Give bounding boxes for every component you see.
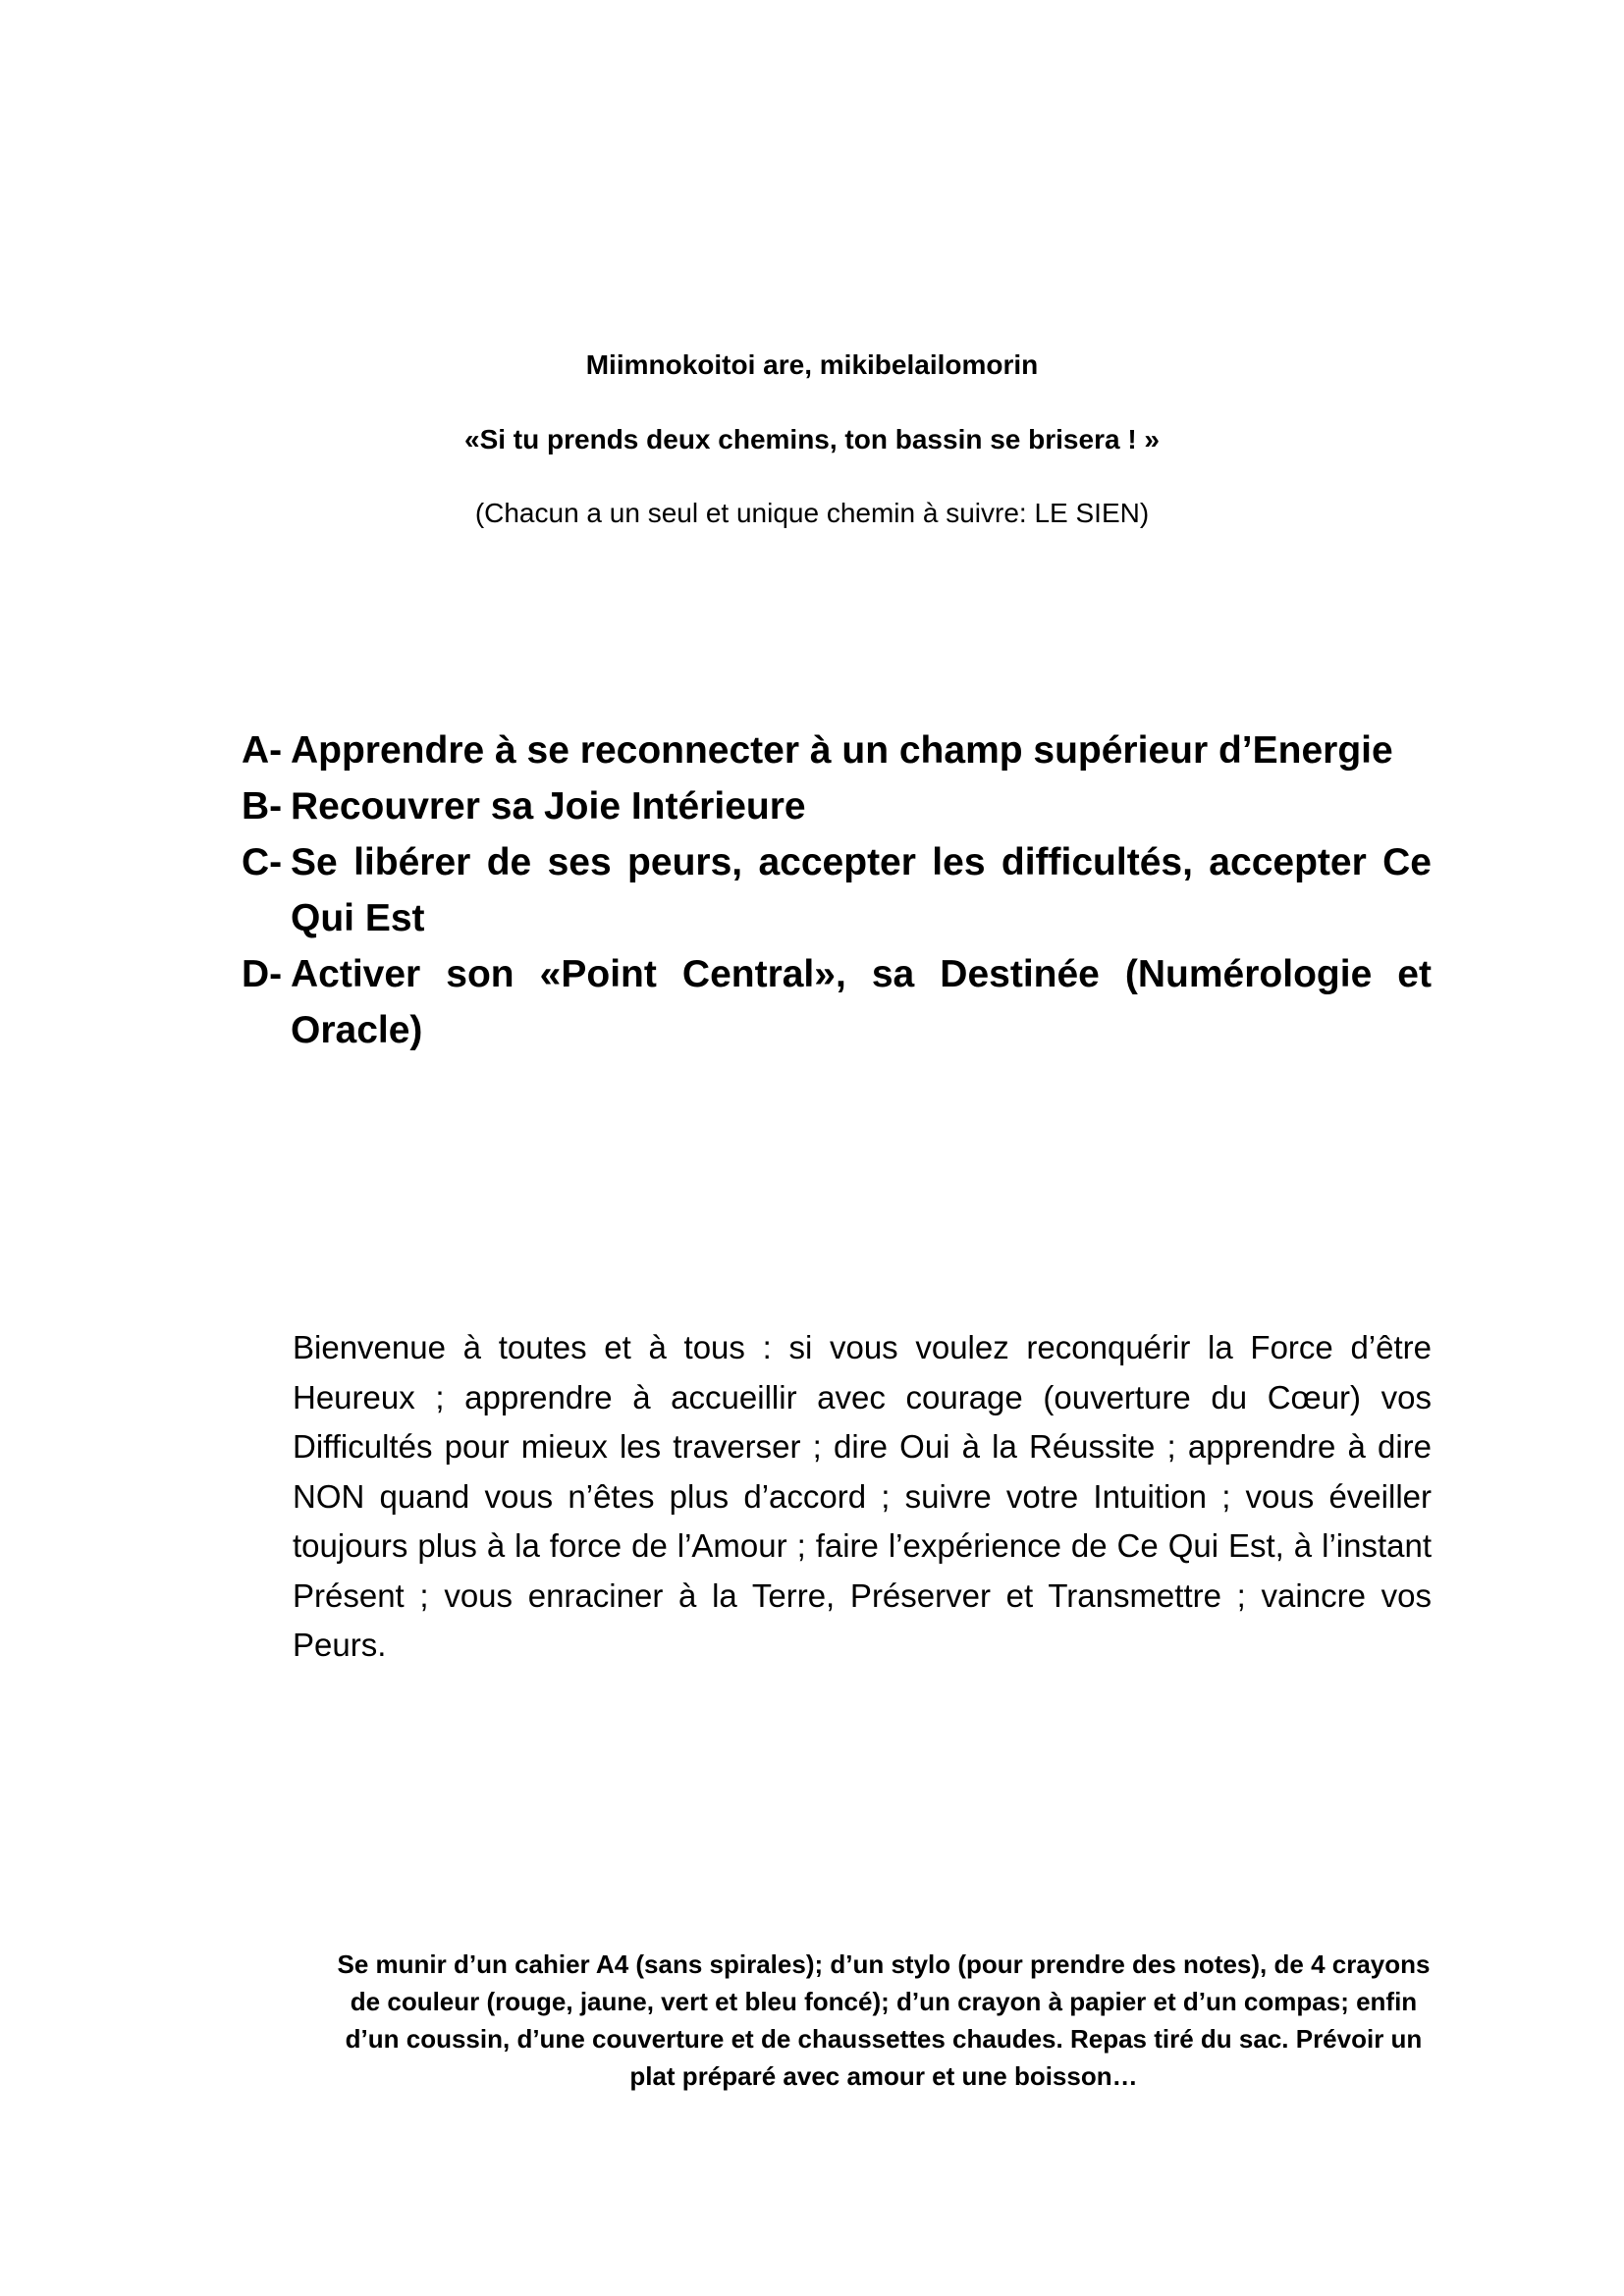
proverb-note: (Chacun a un seul et unique chemin à suivre: LE SIEN) (474, 498, 1150, 528)
objective-item-a (242, 722, 1432, 778)
objective-item-c (242, 834, 1432, 946)
welcome-paragraph: Bienvenue à toutes et à tous : si vous voulez reconquérir la Force d’être Heureux ; apprendre à accueillir avec courage (ouverture du Cœur) vos Difficultés pour mieux les traverser ; dire Oui à la Réussite ; apprendre à dire NON quand vous n’êtes plus d’accord ; suivre votre Intuition ; vous éveiller toujours plus à la force de l’Amour ; faire l’expérience de Ce Qui Est, à l’instant Présent ; vous enraciner à la Terre, Préserver et Transmettre ; vaincre vos Peurs. (293, 1329, 1432, 1663)
objective-letter: C- (242, 841, 283, 883)
objective-letter: A- (242, 729, 283, 772)
supplies-note: Se munir d’un cahier A4 (sans spirales); d’un stylo (pour prendre des notes), de 4 crayons de couleur (rouge, jaune, vert et bleu foncé); d’un crayon à papier et d’un compas; enfin d’un coussin, d’une couverture et de chaussettes chaudes. Repas tiré du sac. Prévoir un plat préparé avec amour et une boisson… (337, 1949, 1431, 2091)
document-title: Miimnokoitoi are, mikibelailomorin (585, 349, 1039, 380)
objective-letter: D- (242, 953, 283, 995)
objective-letter: B- (242, 785, 283, 828)
proverb-quote: «Si tu prends deux chemins, ton bassin se brisera ! » (464, 424, 1160, 454)
objective-item-d (242, 946, 1432, 1058)
objective-item-b (242, 778, 1432, 834)
objective-text: Se libérer de ses peurs, accepter les difficultés, accepter Ce Qui Est (291, 841, 1432, 939)
objective-text: Activer son «Point Central», sa Destinée (Numérologie et Oracle) (291, 953, 1432, 1051)
objective-text: Apprendre à se reconnecter à un champ supérieur d’Energie (291, 729, 1393, 772)
objective-text: Recouvrer sa Joie Intérieure (291, 785, 806, 828)
objectives-list (242, 722, 1432, 1058)
